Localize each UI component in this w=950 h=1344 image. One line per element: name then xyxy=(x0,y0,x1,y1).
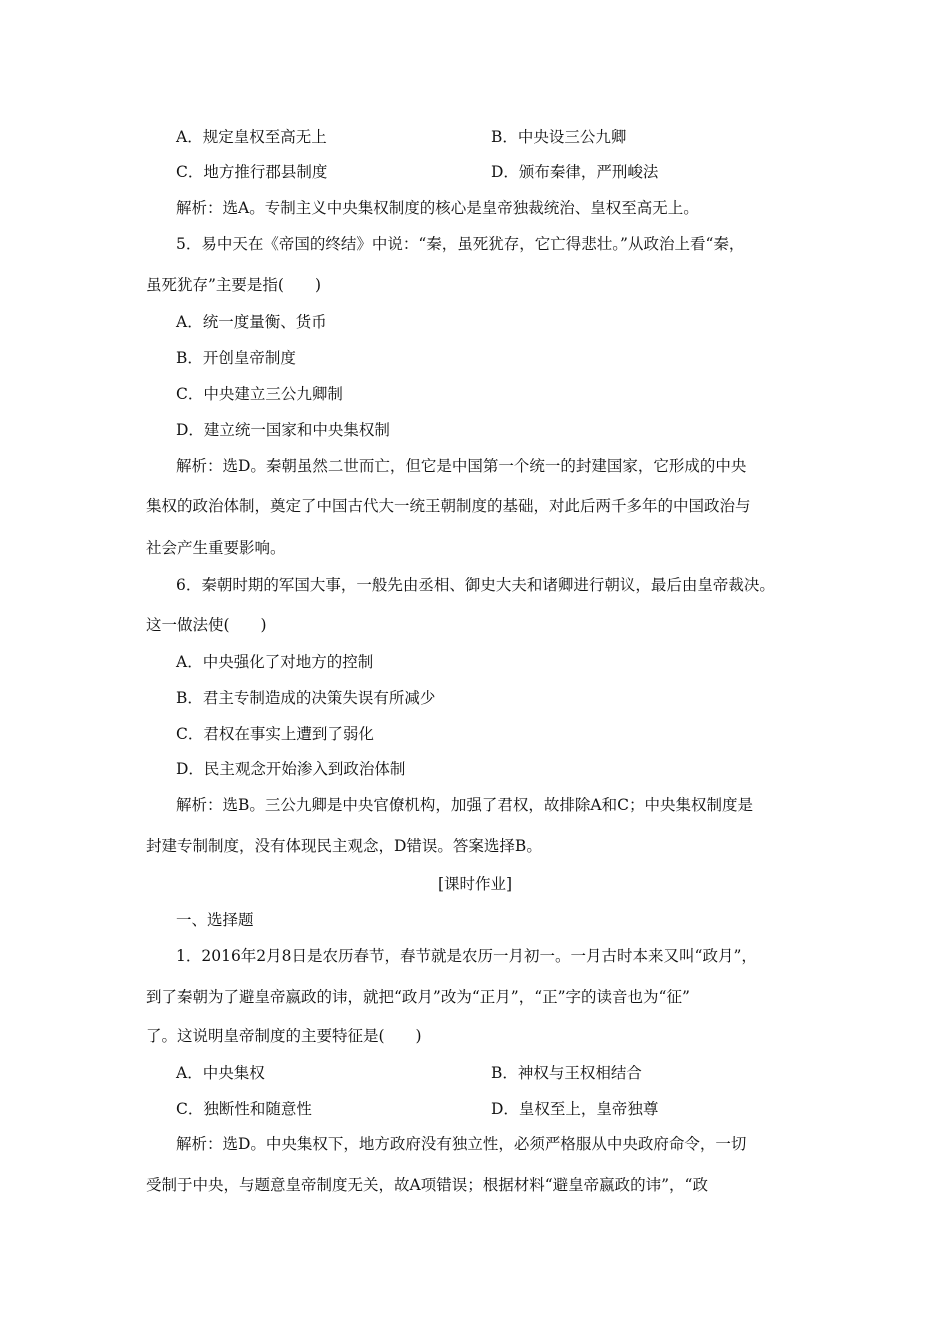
hw-q1-analysis-line2: 受制于中央，与题意皇帝制度无关，故A项错误；根据材料“避皇帝嬴政的讳”，“政 xyxy=(146,1176,708,1194)
q4-option-a: A．规定皇权至高无上 xyxy=(176,128,327,146)
q4-option-c: C．地方推行郡县制度 xyxy=(176,163,328,181)
q6-stem-line1: 6．秦朝时期的军国大事，一般先由丞相、御史大夫和诸卿进行朝议，最后由皇帝裁决。 xyxy=(176,576,775,594)
q6-stem-line2: 这一做法使( ) xyxy=(146,616,267,634)
q6-option-b: B．君主专制造成的决策失误有所减少 xyxy=(176,689,436,707)
q6-analysis-line2: 封建专制制度，没有体现民主观念，D错误。答案选择B。 xyxy=(146,837,542,855)
hw-q1-stem-line3: 了。这说明皇帝制度的主要特征是( ) xyxy=(146,1027,422,1045)
hw-q1-option-a: A．中央集权 xyxy=(176,1064,265,1082)
q6-option-c: C．君权在事实上遭到了弱化 xyxy=(176,725,374,743)
q4-analysis: 解析：选A。专制主义中央集权制度的核心是皇帝独裁统治、皇权至高无上。 xyxy=(176,199,699,217)
hw-q1-analysis-line1: 解析：选D。中央集权下，地方政府没有独立性，必须严格服从中央政府命令，一切 xyxy=(176,1135,747,1153)
q4-option-b: B．中央设三公九卿 xyxy=(491,128,627,146)
q6-option-d: D．民主观念开始渗入到政治体制 xyxy=(176,760,406,778)
q6-analysis-line1: 解析：选B。三公九卿是中央官僚机构，加强了君权，故排除A和C；中央集权制度是 xyxy=(176,796,753,814)
q5-option-b: B．开创皇帝制度 xyxy=(176,349,296,367)
q6-option-a: A．中央强化了对地方的控制 xyxy=(176,653,374,671)
q5-analysis-line1: 解析：选D。秦朝虽然二世而亡，但它是中国第一个统一的封建国家，它形成的中央 xyxy=(176,457,747,475)
q5-option-d: D．建立统一国家和中央集权制 xyxy=(176,421,390,439)
part-title: 一、选择题 xyxy=(176,911,254,929)
q5-stem-line2: 虽死犹存”主要是指( ) xyxy=(146,276,322,294)
hw-q1-option-c: C．独断性和随意性 xyxy=(176,1100,312,1118)
q5-analysis-line3: 社会产生重要影响。 xyxy=(146,539,286,557)
q5-option-a: A．统一度量衡、货币 xyxy=(176,313,327,331)
section-title: [课时作业] xyxy=(437,875,513,893)
hw-q1-option-d: D．皇权至上，皇帝独尊 xyxy=(491,1100,659,1118)
hw-q1-stem-line1: 1．2016年2月8日是农历春节，春节就是农历一月初一。一月古时本来又叫“政月”， xyxy=(176,947,757,965)
q5-stem-line1: 5．易中天在《帝国的终结》中说：“秦，虽死犹存，它亡得悲壮。”从政治上看“秦， xyxy=(176,235,745,253)
hw-q1-option-b: B．神权与王权相结合 xyxy=(491,1064,642,1082)
q5-option-c: C．中央建立三公九卿制 xyxy=(176,385,343,403)
q4-option-d: D．颁布秦律，严刑峻法 xyxy=(491,163,659,181)
hw-q1-stem-line2: 到了秦朝为了避皇帝嬴政的讳，就把“政月”改为“正月”，“正”字的读音也为“征” xyxy=(146,988,690,1006)
q5-analysis-line2: 集权的政治体制，奠定了中国古代大一统王朝制度的基础，对此后两千多年的中国政治与 xyxy=(146,497,751,515)
